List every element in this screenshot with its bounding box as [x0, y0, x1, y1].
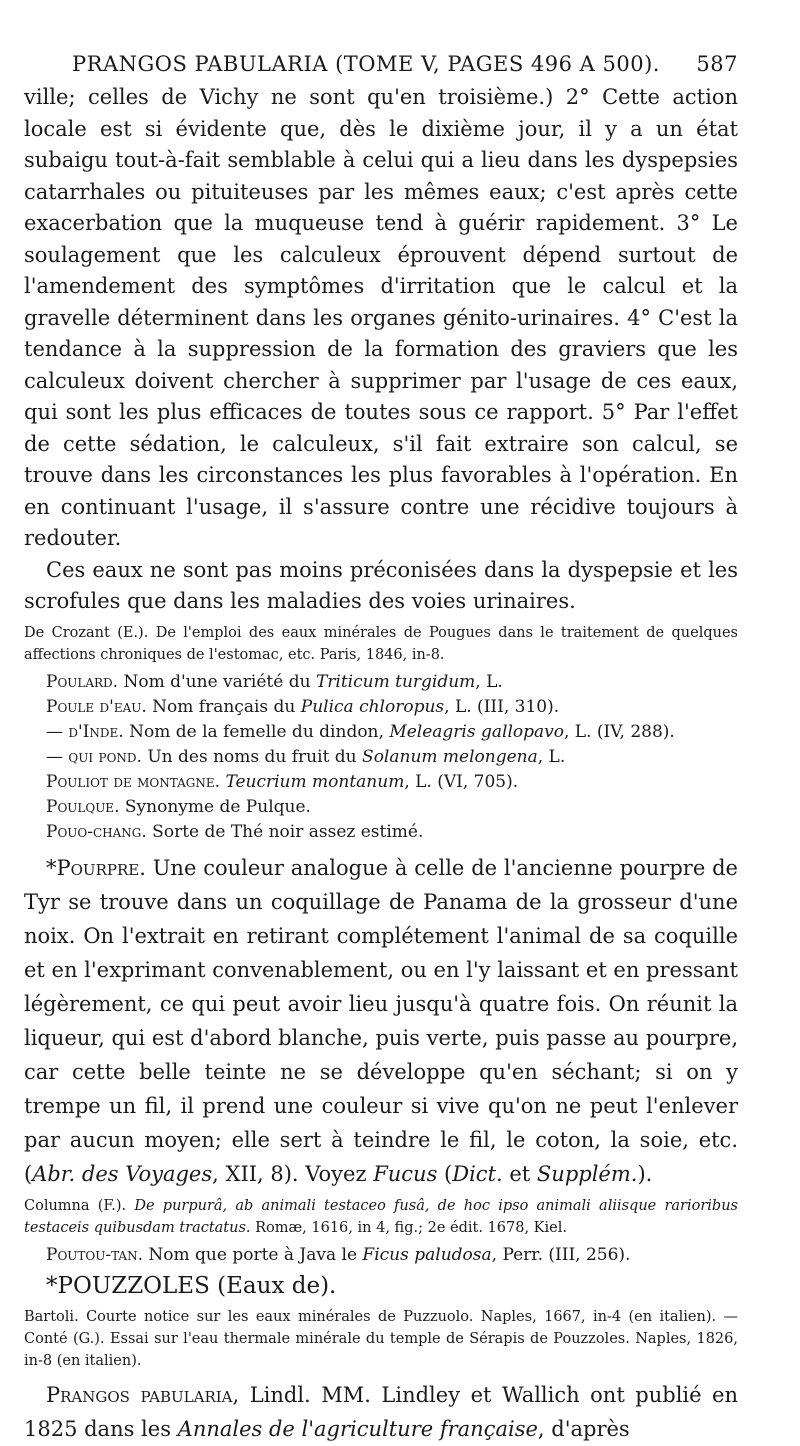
- bibliographic-reference: Columna (F.). De purpurâ, ab animali testaceo fusâ, de hoc ipso animali aliisque rarioribus testaceis quibusdam tractatus. Romæ, 1616, in 4, fig.; 2e édit. 1678, Kiel.: [24, 1197, 738, 1236]
- prangos-entry: Prangos pabularia, Lindl. MM. Lindley et Wallich ont publié en 1825 dans les Annales de l'agriculture française, d'après: [24, 1382, 739, 1441]
- dictionary-entry: Pouo-chang. Sorte de Thé noir assez estimé.: [46, 821, 424, 842]
- page-number: 587: [696, 52, 738, 76]
- paragraph: Ces eaux ne sont pas moins préconisées dans la dyspepsie et les scrofules que dans les maladies des voies urinaires.: [24, 557, 738, 613]
- dictionary-entry: Poulard. Nom d'une variété du Triticum turgidum, L.: [46, 671, 503, 692]
- dictionary-entry: Poutou-tan. Nom que porte à Java le Ficus paludosa, Perr. (III, 256).: [46, 1244, 631, 1265]
- dictionary-entries: [24, 670, 738, 845]
- dictionary-entry: — d'Inde. Nom de la femelle du dindon, Meleagris gallopavo, L. (IV, 288).: [46, 721, 675, 742]
- paragraph: ville; celles de Vichy ne sont qu'en troisième.) 2° Cette action locale est si évidente que, dès le dixième jour, il y a un état subaigu tout-à-fait semblable à celui qui a lieu dans les dyspepsies catarrhales ou pituiteuses par les mêmes eaux; c'est après cette exacerbation que la muqueuse tend à guérir rapidement. 3° Le soulagement que les calculeux éprouvent dépend surtout de l'amendement des symptômes d'irritation que le calcul et la gravelle déterminent dans les organes génito-urinaires. 4° C'est la tendance à la suppression de la formation des graviers que les calculeux doivent chercher à supprimer par l'usage de ces eaux, qui sont les plus efficaces de toutes sous ce rapport. 5° Par l'effet de cette sédation, le calculeux, s'il fait extraire son calcul, se trouve dans les circonstances les plus favorables à l'opération. En en continuant l'usage, il s'assure contre une récidive toujours à redouter.: [24, 85, 738, 550]
- dictionary-entry: Poulque. Synonyme de Pulque.: [46, 796, 311, 817]
- dictionary-entry: Poule d'eau. Nom français du Pulica chloropus, L. (III, 310).: [46, 696, 560, 717]
- running-head-tome: (TOME V, PAGES 496 A 500).: [335, 52, 660, 76]
- running-head-title: PRANGOS PABULARIA (TOME V, PAGES 496 A 500).: [72, 52, 660, 76]
- dictionary-entry: Pouliot de montagne. Teucrium montanum, L. (VI, 705).: [46, 771, 519, 792]
- dictionary-entry: — qui pond. Un des noms du fruit du Solanum melongena, L.: [46, 746, 566, 767]
- bibliographic-reference: Bartoli. Courte notice sur les eaux minérales de Puzzuolo. Naples, 1667, in-4 (en italien). — Conté (G.). Essai sur l'eau thermale minérale du temple de Sérapis de Pouzzoles. Naples, 1826, in-8 (en italien).: [24, 1308, 738, 1369]
- running-head: [24, 52, 738, 76]
- section-heading: *POUZZOLES (Eaux de).: [46, 1272, 337, 1299]
- pourpre-entry: *Pourpre. Une couleur analogue à celle de l'ancienne pourpre de Tyr se trouve dans un coquillage de Panama de la grosseur d'une noix. On l'extrait en retirant complétement l'animal de sa coquille et en l'exprimant convenablement, ou en l'y laissant et en pressant légèrement, ce qui peut avoir lieu jusqu'à quatre fois. On réunit la liqueur, qui est d'abord blanche, puis verte, puis passe au pourpre, car cette belle teinte ne se développe qu'en séchant; si on y trempe un fil, il prend une couleur si vive qu'on ne peut l'enlever par aucun moyen; elle sert à teindre le fil, le coton, la soie, etc. (Abr. des Voyages, XII, 8). Voyez Fucus (Dict. et Supplém.).: [24, 855, 738, 1186]
- bibliographic-reference: De Crozant (E.). De l'emploi des eaux minérales de Pougues dans le traitement de quelques affections chroniques de l'estomac, etc. Paris, 1846, in-8.: [24, 624, 738, 663]
